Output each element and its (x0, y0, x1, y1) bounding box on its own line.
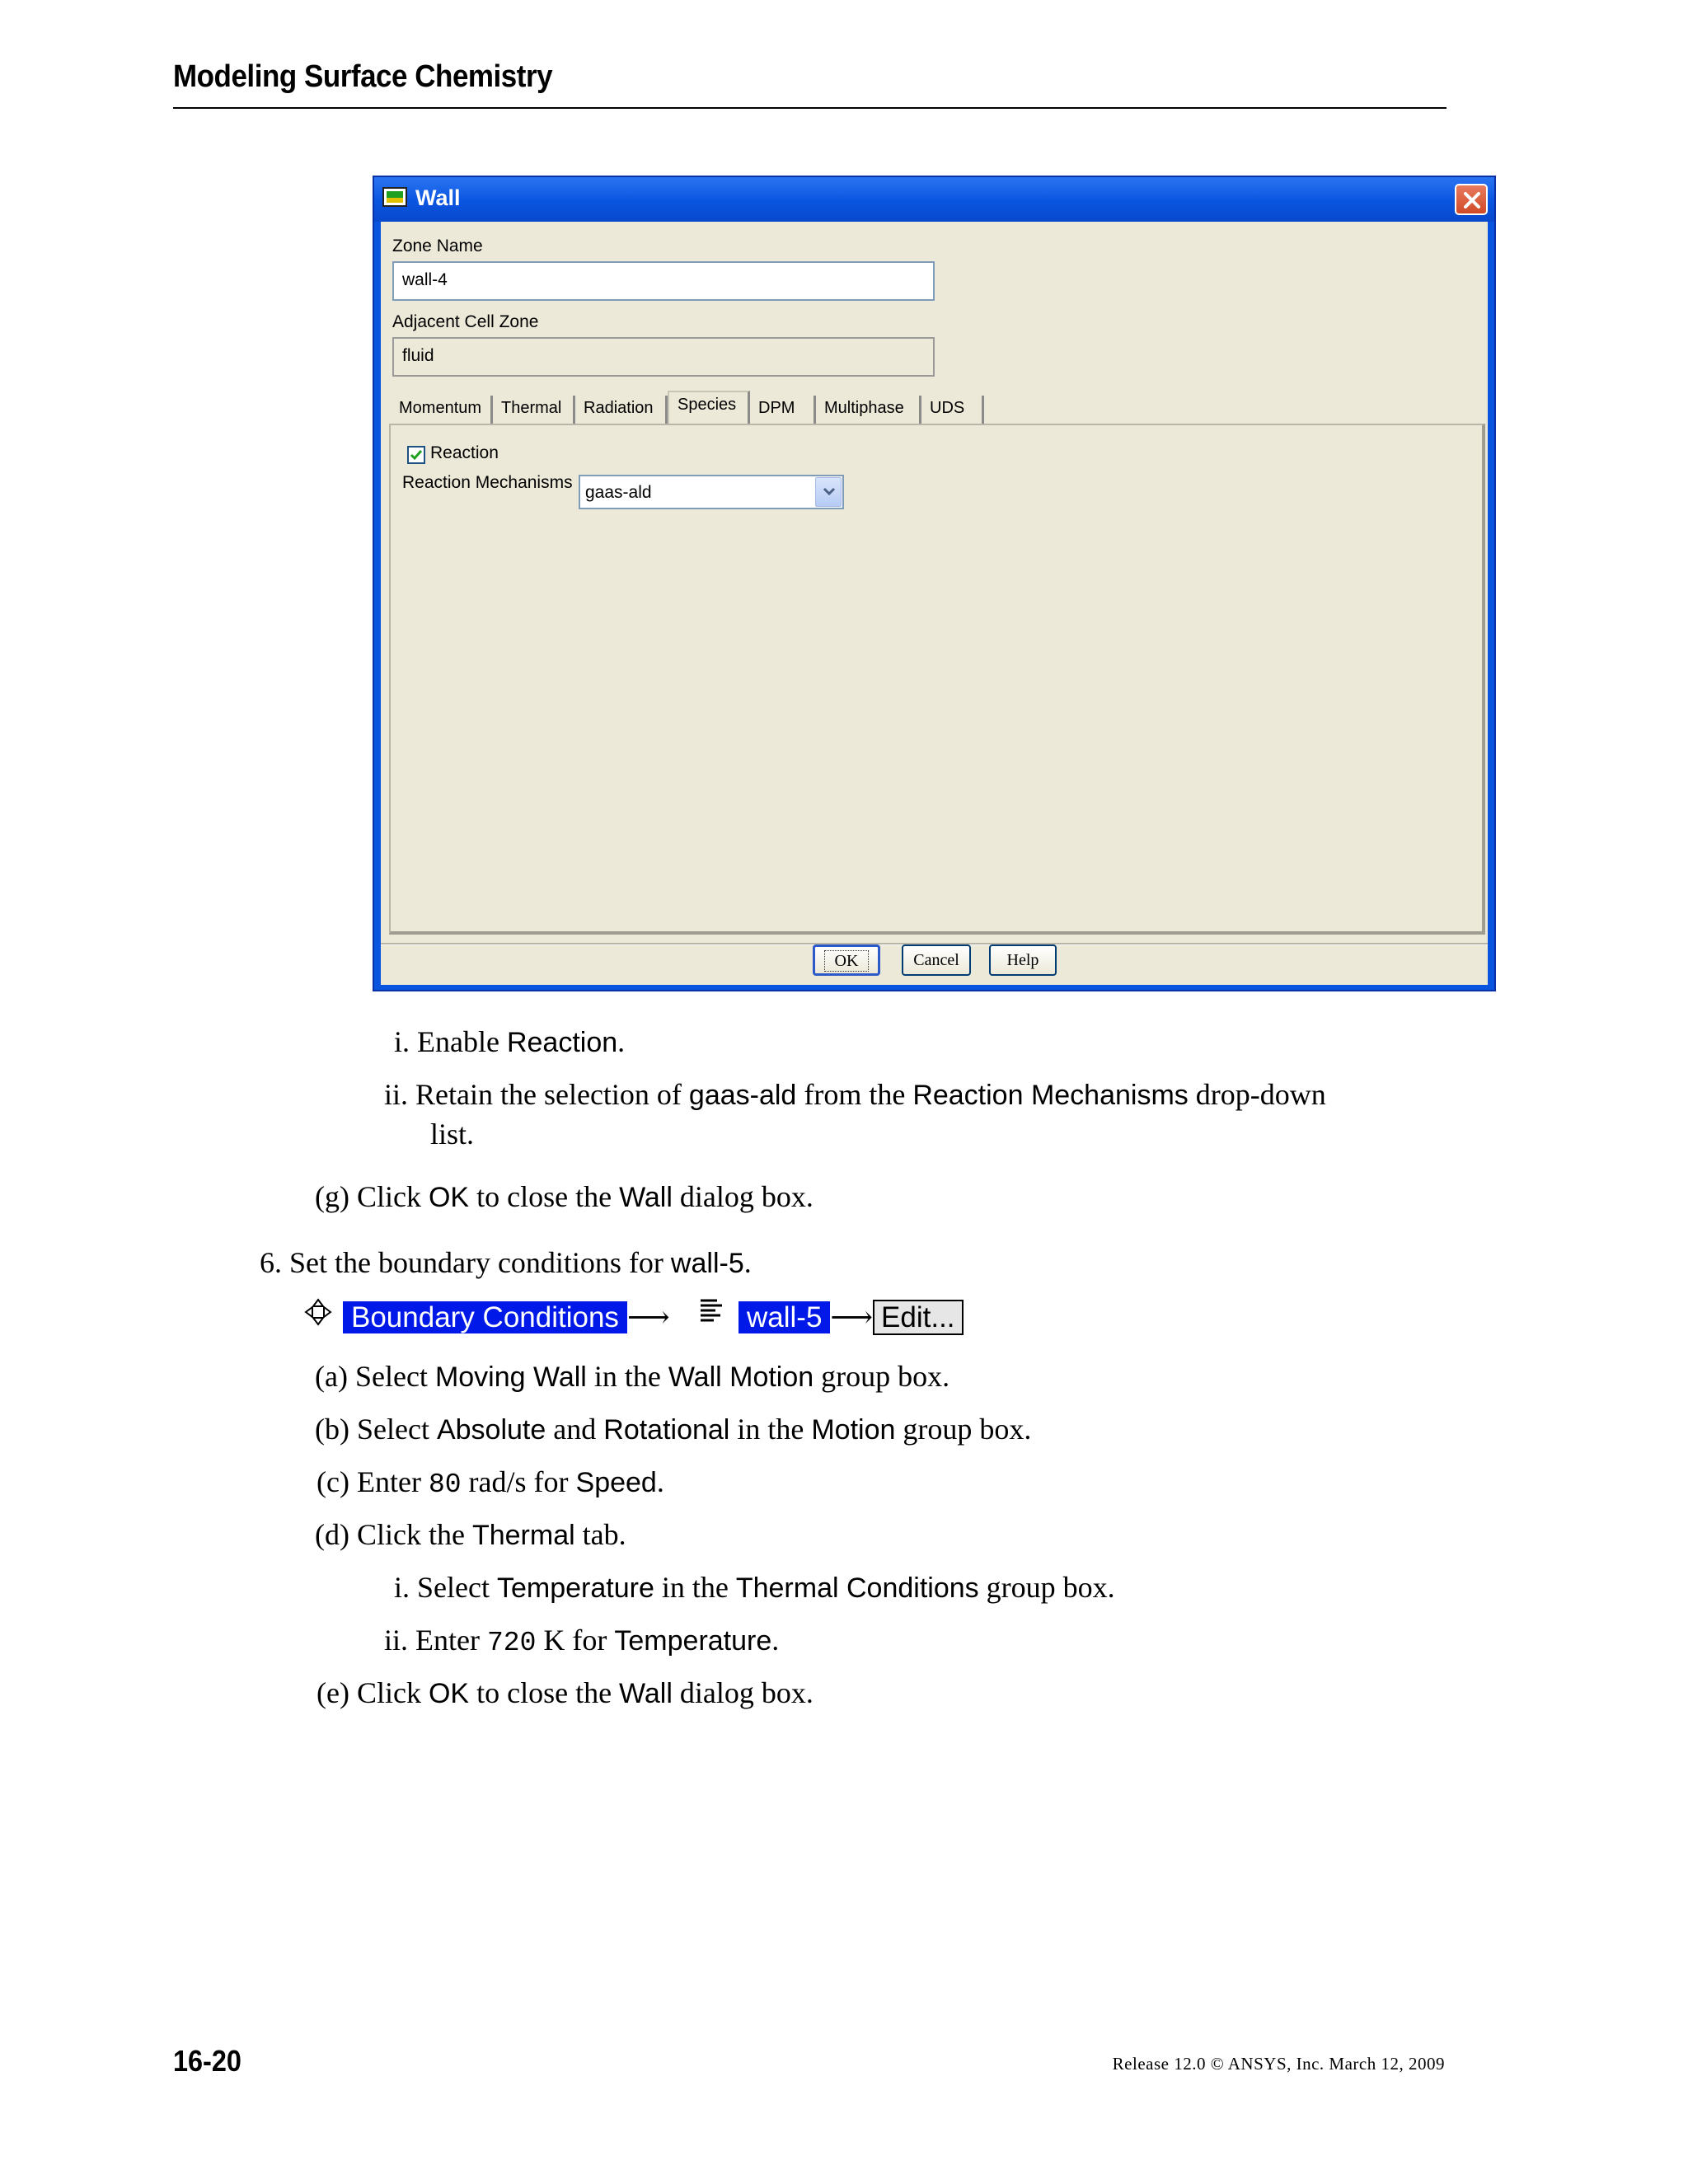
step-b-absolute-rotational: (b) Select Absolute and Rotational in the Motion group box. (315, 1413, 1032, 1446)
checkmark-icon (410, 448, 423, 462)
cancel-button[interactable]: Cancel (902, 944, 971, 976)
step-i-enable-reaction: i. Enable Reaction. (394, 1025, 626, 1058)
dialog-client-area (381, 222, 1488, 985)
help-button[interactable]: Help (989, 944, 1057, 976)
tab-momentum[interactable]: Momentum (391, 396, 493, 424)
nav-arrow-2: ⟶ (830, 1301, 874, 1333)
step-g-click-ok: (g) Click OK to close the Wall dialog box. (315, 1180, 814, 1213)
navigation-path (343, 1296, 670, 1339)
tab-uds[interactable]: UDS (921, 396, 984, 424)
edit-button[interactable]: Edit... (873, 1300, 963, 1335)
step-e-click-ok: (e) Click OK to close the Wall dialog box. (316, 1676, 814, 1709)
tab-dpm[interactable]: DPM (750, 396, 816, 424)
nav-arrow: ⟶ (626, 1301, 670, 1333)
release-info: Release 12.0 © ANSYS, Inc. March 12, 2009 (1112, 2054, 1445, 2074)
adjacent-cell-zone-label: Adjacent Cell Zone (392, 312, 539, 331)
move-arrows-icon (303, 1297, 333, 1327)
navigation-path-2 (738, 1296, 964, 1339)
ok-button[interactable] (813, 944, 880, 976)
ok-button-label: OK (825, 951, 869, 971)
page-header-title: Modeling Surface Chemistry (173, 59, 553, 94)
step-d-i-select-temperature: i. Select Temperature in the Thermal Conditions group box. (394, 1571, 1115, 1604)
step-ii-continuation: list. (430, 1118, 475, 1151)
step-6-set-boundary: 6. Set the boundary conditions for wall-5. (260, 1246, 752, 1279)
header-rule (173, 107, 1447, 109)
wall-dialog (373, 176, 1496, 991)
tab-radiation[interactable]: Radiation (575, 396, 668, 424)
close-button[interactable] (1455, 184, 1488, 215)
chevron-down-icon (823, 487, 836, 497)
tab-thermal[interactable]: Thermal (493, 396, 575, 424)
tab-multiphase[interactable]: Multiphase (816, 396, 921, 424)
step-ii-retain-selection: ii. Retain the selection of gaas-ald from the Reaction Mechanisms drop-down (384, 1078, 1326, 1111)
nav-boundary-conditions[interactable]: Boundary Conditions (343, 1301, 627, 1333)
step-c-enter-speed: (c) Enter 80 rad/s for Speed. (316, 1465, 664, 1500)
species-tab-panel (389, 424, 1485, 935)
dropdown-arrow-button[interactable] (815, 477, 842, 507)
adjacent-cell-zone-field: fluid (392, 337, 935, 377)
tab-species[interactable]: Species (668, 391, 750, 425)
zone-name-input[interactable]: wall-4 (392, 261, 935, 301)
reaction-mechanisms-dropdown[interactable] (579, 475, 844, 509)
step-d-thermal-tab: (d) Click the Thermal tab. (315, 1518, 626, 1551)
app-icon (382, 187, 407, 207)
page-number: 16-20 (173, 2044, 241, 2078)
dialog-title: Wall (415, 185, 461, 210)
step-d-ii-enter-temperature: ii. Enter 720 K for Temperature. (384, 1624, 780, 1658)
step-a-moving-wall: (a) Select Moving Wall in the Wall Motion group box. (315, 1360, 950, 1393)
reaction-mechanisms-label: Reaction Mechanisms (402, 473, 573, 492)
nav-wall-5[interactable]: wall-5 (738, 1301, 830, 1333)
reaction-label: Reaction (430, 443, 499, 462)
dropdown-value: gaas-ald (585, 483, 652, 502)
list-icon (699, 1297, 724, 1327)
reaction-checkbox[interactable] (407, 446, 425, 464)
close-icon (1463, 191, 1481, 209)
dialog-titlebar[interactable] (374, 177, 1494, 222)
zone-name-label: Zone Name (392, 237, 483, 255)
